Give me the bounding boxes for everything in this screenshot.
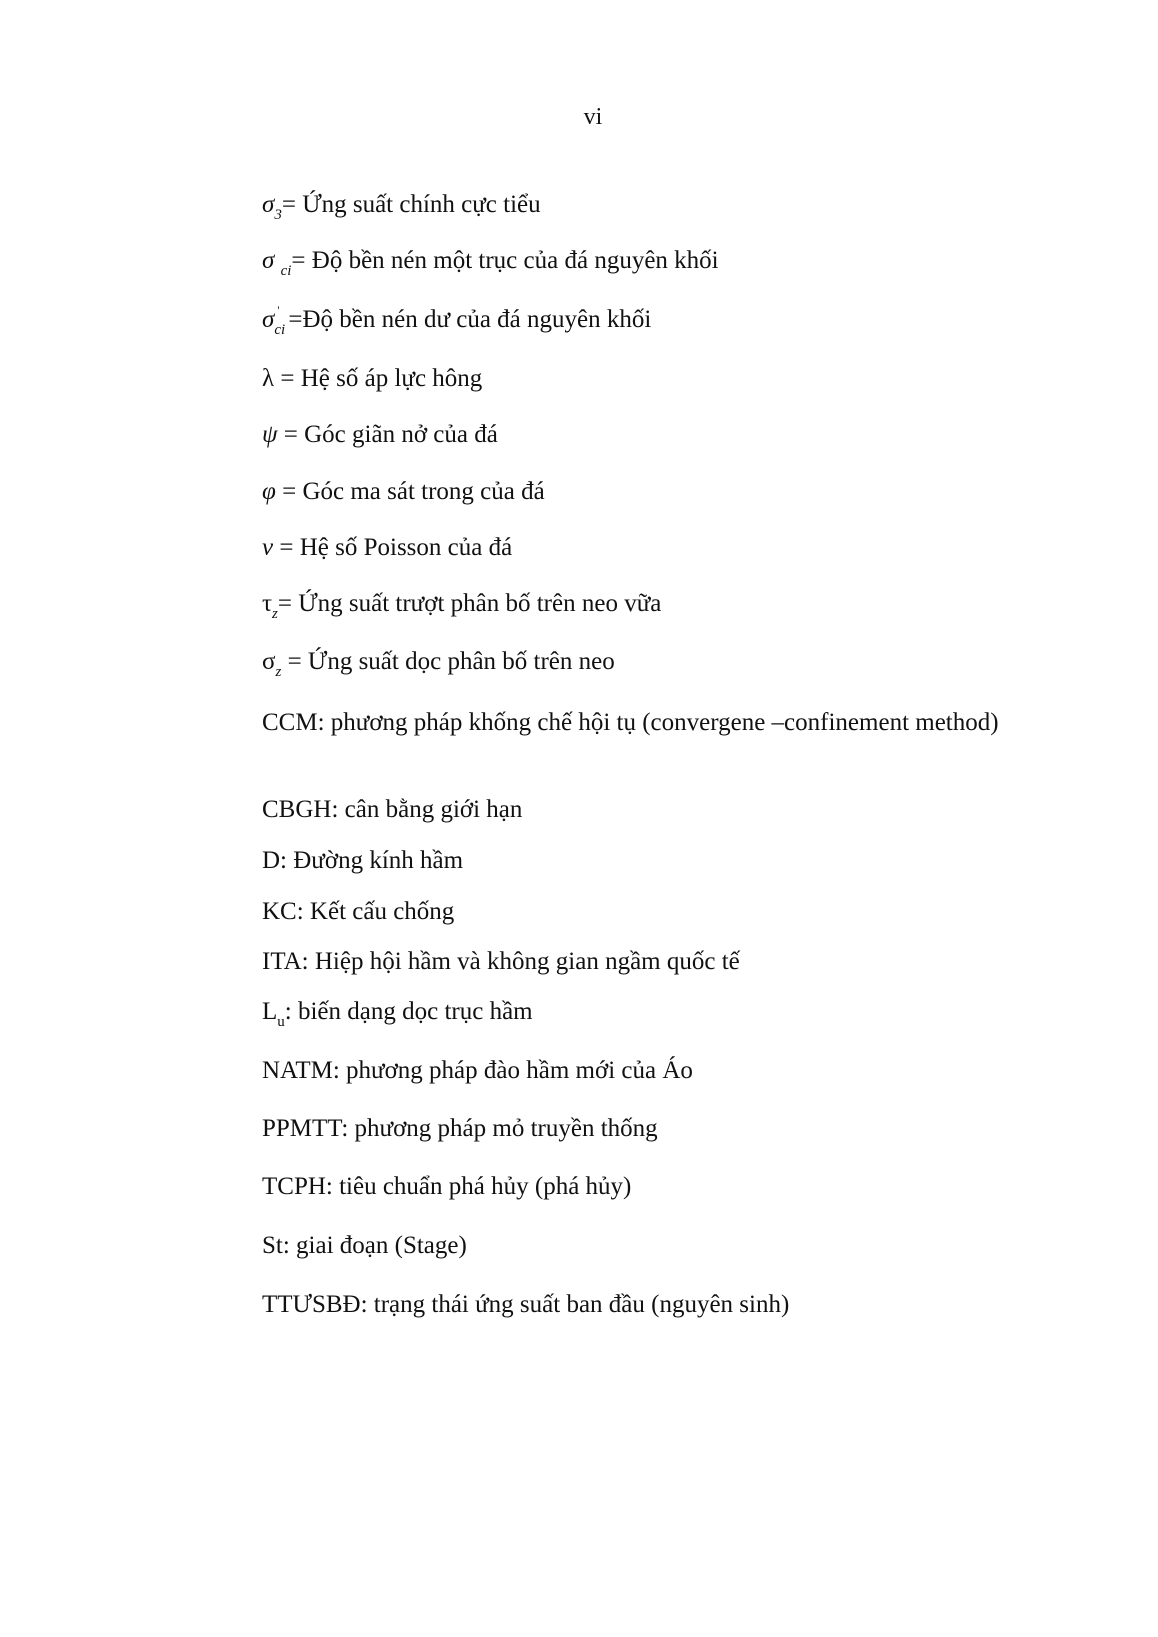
- definition: = Hệ số Poisson của đá: [273, 534, 513, 561]
- symbol-subscript: ci: [274, 322, 286, 338]
- abbreviation-ttusbd: TTƯSBĐ: trạng thái ứng suất ban đầu (nguyên sinh): [262, 1291, 790, 1318]
- symbol: λ: [262, 365, 275, 392]
- symbol-sub-superscript: [274, 303, 288, 338]
- definition: : biến dạng dọc trục hầm: [284, 998, 533, 1025]
- symbol: φ: [262, 478, 276, 505]
- abbreviation-ita: ITA: Hiệp hội hầm và không gian ngầm quốc tế: [262, 948, 740, 975]
- symbol: σ: [262, 247, 275, 274]
- definition: = Hệ số áp lực hông: [274, 365, 483, 392]
- abbreviation-cbgh: CBGH: cân bằng giới hạn: [262, 796, 523, 823]
- symbol-entry-phi: [262, 477, 545, 507]
- abbreviation-d: D: Đường kính hầm: [262, 847, 464, 874]
- definition: = Ứng suất trượt phân bố trên neo vữa: [277, 590, 662, 617]
- definition: = Ứng suất dọc phân bố trên neo: [281, 648, 615, 675]
- abbreviation-tcph: TCPH: tiêu chuẩn phá hủy (phá hủy): [262, 1173, 632, 1200]
- symbol: L: [262, 998, 278, 1025]
- definition: =Độ bền nén dư của đá nguyên khối: [288, 306, 652, 333]
- symbol-entry-sigma-3: [262, 190, 541, 223]
- symbol-entry-psi: [262, 420, 498, 450]
- definition: = Góc ma sát trong của đá: [275, 478, 545, 505]
- symbol-subscript: 3: [274, 207, 282, 223]
- symbol: σ: [262, 648, 276, 675]
- symbol-subscript: ci: [280, 263, 292, 279]
- symbol: ν: [262, 534, 274, 561]
- abbreviation-natm: NATM: phương pháp đào hầm mới của Áo: [262, 1057, 693, 1084]
- abbreviation-ccm: CCM: phương pháp khống chế hội tụ (convergene –confinement method): [262, 709, 999, 736]
- symbol: τ: [262, 590, 273, 617]
- abbreviation-st: St: giai đoạn (Stage): [262, 1232, 467, 1259]
- definition: = Ứng suất chính cực tiểu: [281, 191, 541, 218]
- symbol-entry-lambda: [262, 364, 482, 394]
- abbreviation-lu: [262, 997, 533, 1030]
- symbol-subscript: u: [277, 1014, 285, 1030]
- symbol-superscript: ': [277, 303, 280, 317]
- symbol-entry-sigma-ci-residual: [262, 303, 652, 338]
- symbol: σ: [262, 191, 275, 218]
- symbol-entry-sigma-ci: [262, 246, 719, 279]
- abbreviation-ppmtt: PPMTT: phương pháp mỏ truyền thống: [262, 1115, 658, 1142]
- symbol: σ: [262, 306, 275, 333]
- symbol-entry-tau-z: [262, 589, 661, 622]
- definition: = Góc giãn nở của đá: [277, 421, 498, 448]
- symbol-entry-nu: [262, 533, 512, 563]
- abbreviation-kc: KC: Kết cấu chống: [262, 898, 455, 925]
- symbol: ψ: [262, 421, 278, 448]
- page-number: vi: [583, 104, 603, 130]
- symbol-entry-sigma-z: [262, 647, 615, 680]
- symbol-subscript: z: [272, 606, 278, 622]
- symbol-subscript: z: [275, 664, 282, 680]
- definition: = Độ bền nén một trục của đá nguyên khối: [291, 247, 719, 274]
